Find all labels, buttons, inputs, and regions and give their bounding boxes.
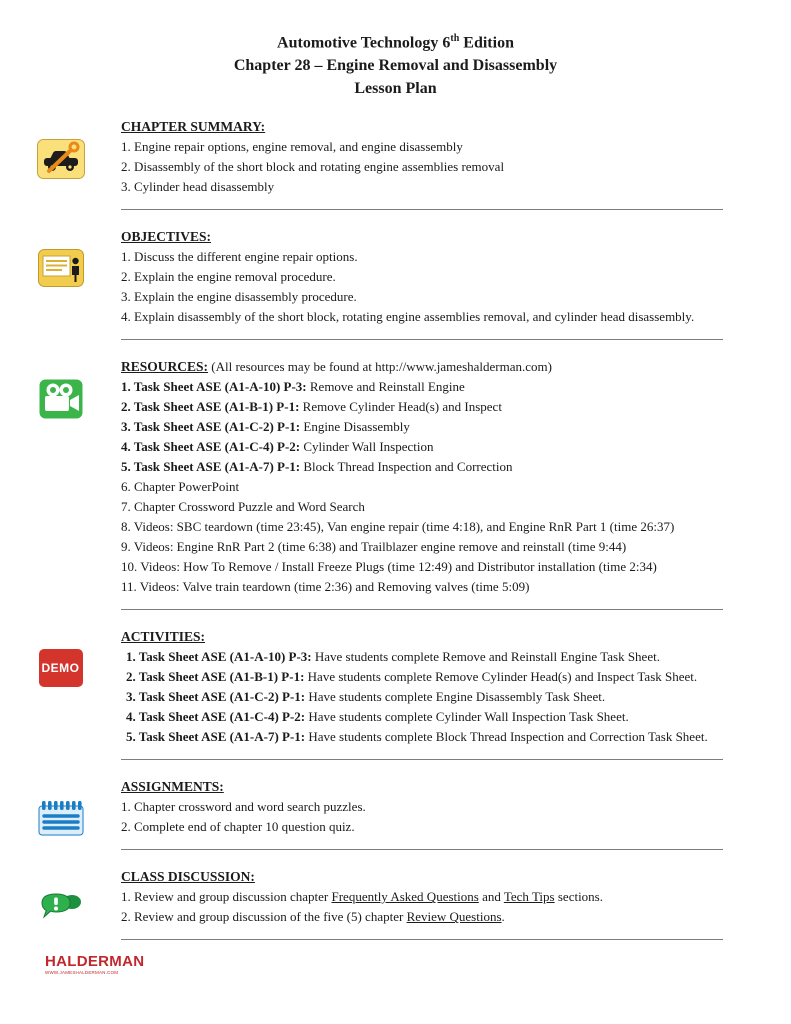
section-heading xyxy=(121,357,777,377)
item-text: Cylinder Wall Inspection xyxy=(300,439,434,455)
doc-title-line1 xyxy=(0,27,791,54)
doc-title-line3: Lesson Plan xyxy=(354,80,437,98)
heading-text: RESOURCES: xyxy=(121,359,209,375)
item-text: and xyxy=(478,889,504,905)
item-text: Engine Disassembly xyxy=(300,419,410,435)
section-divider xyxy=(121,939,723,940)
heading-text: CHAPTER SUMMARY: xyxy=(121,119,266,135)
list-item: 8. Videos: SBC teardown (time 23:45), Van engine repair (time 4:18), and Engine RnR Part 1 (time 26:37) xyxy=(121,519,675,535)
list-item: 1. Chapter crossword and word search puzzles. xyxy=(121,799,366,815)
title-superscript: th xyxy=(450,33,460,44)
section-heading xyxy=(121,867,777,887)
task-sheet-label: 5. Task Sheet ASE (A1-A-7) P-1: xyxy=(126,729,306,745)
heading-note: (All resources may be found at http://www.jameshalderman.com) xyxy=(208,359,552,375)
content-column xyxy=(121,227,791,340)
item-text: Block Thread Inspection and Correction xyxy=(300,459,513,475)
task-sheet-label: 2. Task Sheet ASE (A1-B-1) P-1: xyxy=(121,399,300,415)
demo-stamp-icon xyxy=(39,649,83,687)
list-item: 1. Discuss the different engine repair options. xyxy=(121,249,358,265)
section-class-discussion xyxy=(0,850,791,940)
icon-column xyxy=(0,627,121,760)
heading-text: CLASS DISCUSSION: xyxy=(121,869,255,885)
heading-text: ACTIVITIES: xyxy=(121,629,206,645)
doc-title-line2: Chapter 28 – Engine Removal and Disassembly xyxy=(233,57,558,75)
item-text: Remove Cylinder Head(s) and Inspect xyxy=(299,399,502,415)
section-chapter-summary xyxy=(0,100,791,210)
notepad-icon xyxy=(38,799,84,842)
section-divider xyxy=(121,209,723,210)
item-text: . xyxy=(501,909,505,925)
item-text: Have students complete Cylinder Wall Inspection Task Sheet. xyxy=(305,709,629,725)
icon-column xyxy=(0,117,121,210)
list-item xyxy=(121,707,777,727)
list-item: 11. Videos: Valve train teardown (time 2:36) and Removing valves (time 5:09) xyxy=(121,579,530,595)
section-divider xyxy=(121,759,723,760)
task-sheet-label: 5. Task Sheet ASE (A1-A-7) P-1: xyxy=(121,459,301,475)
list-item xyxy=(121,437,777,457)
doc-header xyxy=(0,27,791,100)
section-objectives xyxy=(0,210,791,340)
item-text: 1. Review and group discussion chapter xyxy=(121,889,332,905)
item-text: sections. xyxy=(554,889,603,905)
list-item xyxy=(121,687,777,707)
task-sheet-label: 2. Task Sheet ASE (A1-B-1) P-1: xyxy=(126,669,305,685)
speech-bubble-icon xyxy=(38,889,84,932)
section-activities xyxy=(0,610,791,760)
list-item xyxy=(121,417,777,437)
task-sheet-label: 1. Task Sheet ASE (A1-A-10) P-3: xyxy=(121,379,307,395)
icon-column xyxy=(0,227,121,340)
section-assignments xyxy=(0,760,791,850)
item-text: Have students complete Block Thread Inspection and Correction Task Sheet. xyxy=(305,729,708,745)
list-item: 2. Explain the engine removal procedure. xyxy=(121,269,336,285)
presentation-board-icon xyxy=(38,249,84,292)
car-repair-icon xyxy=(37,139,85,184)
halderman-logo xyxy=(45,954,791,975)
list-item xyxy=(121,457,777,477)
list-item: 3. Explain the engine disassembly procedure. xyxy=(121,289,357,305)
list-item: 1. Engine repair options, engine removal, and engine disassembly xyxy=(121,139,463,155)
content-column xyxy=(121,357,791,610)
section-heading xyxy=(121,227,777,247)
section-divider xyxy=(121,849,723,850)
section-heading xyxy=(121,777,777,797)
section-heading xyxy=(121,627,777,647)
task-sheet-label: 4. Task Sheet ASE (A1-C-4) P-2: xyxy=(121,439,301,455)
list-item: 9. Videos: Engine RnR Part 2 (time 6:38) and Trailblazer engine remove and reinstall (time 9:44) xyxy=(121,539,627,555)
title-text: Edition xyxy=(459,34,514,52)
list-item xyxy=(121,397,777,417)
item-text: Have students complete Remove and Reinstall Engine Task Sheet. xyxy=(311,649,660,665)
task-sheet-label: 3. Task Sheet ASE (A1-C-2) P-1: xyxy=(126,689,306,705)
section-heading xyxy=(121,117,777,137)
list-item: 6. Chapter PowerPoint xyxy=(121,479,240,495)
content-column xyxy=(121,627,791,760)
content-column xyxy=(121,867,791,940)
list-item xyxy=(121,647,777,667)
video-camera-icon xyxy=(39,379,83,424)
logo-subtext: WWW.JAMESHALDERMAN.COM xyxy=(45,970,119,976)
section-divider xyxy=(121,609,723,610)
item-text: Have students complete Remove Cylinder Head(s) and Inspect Task Sheet. xyxy=(304,669,698,685)
underlined-term: Tech Tips xyxy=(503,889,555,905)
section-resources xyxy=(0,340,791,610)
list-item: 7. Chapter Crossword Puzzle and Word Search xyxy=(121,499,365,515)
list-item xyxy=(121,377,777,397)
task-sheet-label: 3. Task Sheet ASE (A1-C-2) P-1: xyxy=(121,419,301,435)
heading-text: ASSIGNMENTS: xyxy=(121,779,224,795)
logo-text: HALDERMAN xyxy=(45,953,145,971)
title-text: Automotive Technology 6 xyxy=(277,34,451,52)
underlined-term: Review Questions xyxy=(406,909,502,925)
icon-column xyxy=(0,867,121,940)
task-sheet-label: 4. Task Sheet ASE (A1-C-4) P-2: xyxy=(126,709,306,725)
list-item xyxy=(121,887,777,907)
list-item: 3. Cylinder head disassembly xyxy=(121,179,275,195)
list-item xyxy=(121,907,777,927)
task-sheet-label: 1. Task Sheet ASE (A1-A-10) P-3: xyxy=(126,649,312,665)
list-item xyxy=(121,667,777,687)
item-text: 2. Review and group discussion of the five (5) chapter xyxy=(121,909,407,925)
demo-label: DEMO xyxy=(41,661,80,676)
content-column xyxy=(121,777,791,850)
icon-column xyxy=(0,777,121,850)
list-item: 10. Videos: How To Remove / Install Freeze Plugs (time 12:49) and Distributor installation (time 2:34) xyxy=(121,559,657,575)
list-item: 2. Complete end of chapter 10 question quiz. xyxy=(121,819,355,835)
section-divider xyxy=(121,339,723,340)
content-column xyxy=(121,117,791,210)
underlined-term: Frequently Asked Questions xyxy=(331,889,479,905)
heading-text: OBJECTIVES: xyxy=(121,229,212,245)
list-item: 2. Disassembly of the short block and rotating engine assemblies removal xyxy=(121,159,505,175)
list-item: 4. Explain disassembly of the short block, rotating engine assemblies removal, and cylinder head disassembly. xyxy=(121,309,695,325)
icon-column xyxy=(0,357,121,610)
item-text: Have students complete Engine Disassembly Task Sheet. xyxy=(305,689,606,705)
list-item xyxy=(121,727,777,747)
item-text: Remove and Reinstall Engine xyxy=(306,379,465,395)
